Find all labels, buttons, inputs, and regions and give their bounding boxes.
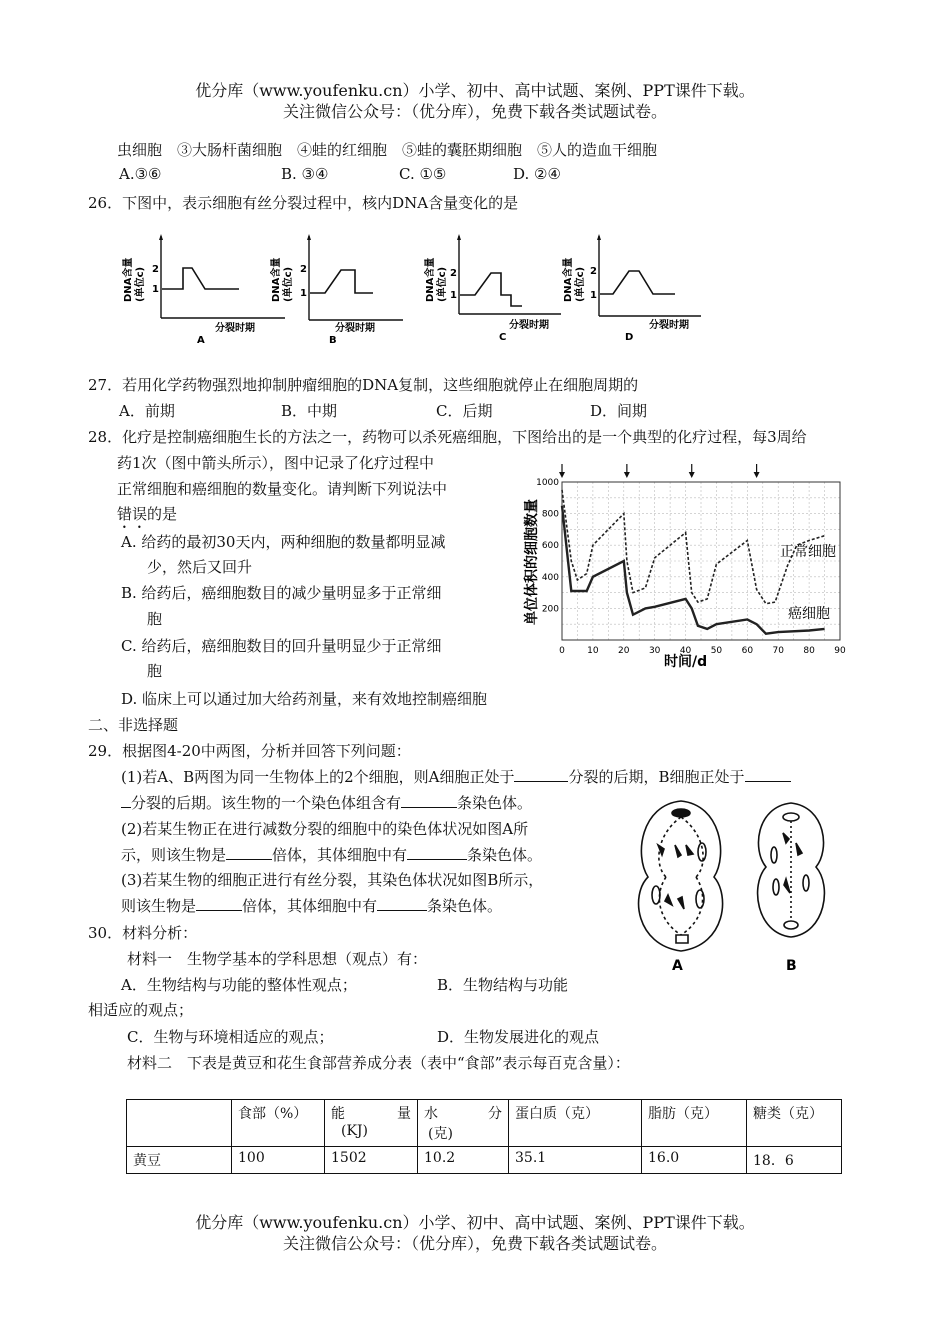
y-tick-label: 1000 bbox=[536, 478, 559, 488]
y-tick-label: 800 bbox=[541, 509, 559, 520]
cell-division-figure bbox=[626, 795, 856, 980]
chart-xlabel: 时间/d bbox=[664, 654, 708, 670]
table-header-energy bbox=[325, 1100, 418, 1147]
water-unit: (克) bbox=[428, 1126, 453, 1142]
q25-option-a: A.③⑥ bbox=[119, 165, 162, 183]
q27-option-d: D．间期 bbox=[590, 402, 648, 420]
q30-stem: 30．材料分析： bbox=[88, 924, 198, 942]
q26-yunit-b: (单位c) bbox=[283, 266, 294, 302]
q26-label-d: D bbox=[625, 332, 634, 343]
q26-tick2-d: 2 bbox=[590, 266, 597, 277]
q28-stem-line3: 正常细胞和癌细胞的数量变化。请判断下列说法中 bbox=[117, 480, 448, 498]
q26-tick1-a: 1 bbox=[152, 284, 159, 295]
q29-blank-6[interactable] bbox=[196, 896, 242, 911]
q26-xlabel-a: 分裂时期 bbox=[215, 323, 255, 334]
x-tick-label: 10 bbox=[587, 646, 599, 656]
energy-unit: (KJ) bbox=[341, 1123, 368, 1139]
table-cell-edible: 100 bbox=[232, 1147, 325, 1174]
table-header-edible: 食部（%） bbox=[232, 1100, 325, 1147]
q26-stem: 26．下图中，表示细胞有丝分裂过程中，核内DNA含量变化的是 bbox=[88, 194, 519, 212]
table-header-row bbox=[127, 1100, 842, 1147]
q26-yunit-a: (单位c) bbox=[135, 266, 146, 302]
q26-panel-c bbox=[423, 234, 561, 343]
table-header-protein: 蛋白质（克） bbox=[509, 1100, 642, 1147]
x-tick-label: 50 bbox=[710, 646, 723, 656]
q25-option-b: B. ③④ bbox=[281, 165, 329, 183]
q30-view-a: A．生物结构与功能的整体性观点； bbox=[121, 976, 357, 994]
q29-blank-7[interactable] bbox=[377, 896, 427, 911]
q29-part2-line1: (2)若某生物正在进行减数分裂的细胞中的染色体状况如图A所 bbox=[121, 820, 529, 838]
q28-stem-line1: 28．化疗是控制癌细胞生长的方法之一，药物可以杀死癌细胞，下图给出的是一个典型的化疗过程，每3周给 bbox=[88, 428, 807, 446]
q25-continuation: 虫细胞 ③大肠杆菌细胞 ④蛙的红细胞 ⑤蛙的囊胚期细胞 ⑤人的造血干细胞 bbox=[117, 141, 658, 159]
q26-tick2-a: 2 bbox=[152, 264, 159, 275]
section-title-nonchoice: 二、非选择题 bbox=[88, 716, 179, 734]
q29-blank-2b[interactable] bbox=[121, 793, 131, 808]
q29-blank-3[interactable] bbox=[401, 793, 457, 808]
table-header-fat: 脂肪（克） bbox=[642, 1100, 747, 1147]
q26-label-c: C bbox=[499, 332, 507, 343]
y-tick-label: 600 bbox=[541, 541, 559, 552]
footer-line-2: 关注微信公众号：（优分库），免费下载各类试题试卷。 bbox=[282, 1234, 667, 1253]
q30-view-c: C．生物与环境相适应的观点； bbox=[127, 1028, 334, 1046]
water-char-1: 水 bbox=[424, 1106, 438, 1122]
table-cell-water: 10.2 bbox=[418, 1147, 509, 1174]
cell-b bbox=[758, 803, 825, 937]
q28-stem-line4-rest: 的是 bbox=[147, 505, 178, 523]
nutrition-table bbox=[126, 1099, 842, 1174]
energy-char-2: 量 bbox=[397, 1106, 411, 1122]
q29-part2-line2 bbox=[121, 844, 542, 865]
energy-char-1: 能 bbox=[331, 1106, 345, 1122]
q26-ylabel-a: DNA含量 bbox=[123, 257, 134, 302]
q27-option-c: C．后期 bbox=[436, 402, 493, 420]
q29-p1d: 条染色体。 bbox=[457, 794, 533, 812]
x-tick-label: 20 bbox=[618, 646, 630, 656]
q28-option-a-line2: 少，然后又回升 bbox=[147, 558, 253, 576]
q29-p2b: 示，则该生物是 bbox=[121, 846, 227, 864]
table-cell-fat: 16.0 bbox=[642, 1147, 747, 1174]
q27-stem: 27．若用化学药物强烈地抑制肿瘤细胞的DNA复制，这些细胞就停止在细胞周期的 bbox=[88, 376, 639, 394]
q29-p2c: 倍体，其体细胞中有 bbox=[272, 846, 408, 864]
q26-panel-b bbox=[269, 234, 403, 346]
q26-tick2-b: 2 bbox=[300, 264, 307, 275]
q28-stem-line4 bbox=[117, 503, 177, 532]
x-tick-label: 30 bbox=[648, 646, 661, 656]
q28-option-a-line1: A. 给药的最初30天内，两种细胞的数量都明显减 bbox=[121, 533, 446, 551]
table-header-sugar: 糖类（克） bbox=[747, 1100, 842, 1147]
table-header-blank bbox=[127, 1100, 232, 1147]
q29-part3-line2 bbox=[121, 895, 502, 916]
table-row bbox=[127, 1147, 842, 1174]
x-tick-label: 40 bbox=[679, 646, 692, 656]
cell-b-label: B bbox=[786, 958, 797, 974]
q26-xlabel-b: 分裂时期 bbox=[335, 323, 375, 334]
q29-part1-line2 bbox=[121, 792, 532, 813]
q26-yunit-d: (单位c) bbox=[575, 266, 586, 302]
q28-option-d: D. 临床上可以通过加大给药剂量，来有效地控制癌细胞 bbox=[121, 690, 488, 708]
q26-ylabel-b: DNA含量 bbox=[271, 257, 282, 302]
x-tick-label: 70 bbox=[772, 646, 784, 656]
x-tick-label: 80 bbox=[803, 646, 815, 656]
q26-tick1-d: 1 bbox=[590, 290, 597, 301]
table-header-water bbox=[418, 1100, 509, 1147]
q28-stem-line2: 药1次（图中箭头所示），图中记录了化疗过程中 bbox=[117, 454, 435, 472]
q29-p3d: 条染色体。 bbox=[427, 897, 503, 915]
chart-legend-normal: 正常细胞 bbox=[780, 544, 836, 560]
q26-tick2-c: 2 bbox=[450, 268, 457, 279]
q29-part3-line1: (3)若某生物的细胞正进行有丝分裂，其染色体状况如图B所示， bbox=[121, 871, 544, 889]
q28-emphasis-word: 错误 bbox=[117, 505, 148, 523]
header-line-1: 优分库（www.youfenku.cn）小学、初中、高中试题、案例、PPT课件下载。 bbox=[195, 81, 755, 100]
q30-material1: 材料一 生物学基本的学科思想（观点）有： bbox=[127, 950, 428, 968]
x-tick-label: 90 bbox=[834, 646, 846, 656]
q30-view-b: B．生物结构与功能 bbox=[437, 976, 569, 994]
q30-material2: 材料二 下表是黄豆和花生食部营养成分表（表中“食部”表示每百克含量）： bbox=[127, 1054, 630, 1072]
q26-label-a: A bbox=[197, 335, 205, 346]
q26-yunit-c: (单位c) bbox=[437, 266, 448, 302]
cell-a bbox=[639, 801, 723, 951]
water-char-2: 分 bbox=[488, 1106, 502, 1122]
q29-blank-5[interactable] bbox=[407, 845, 467, 860]
q26-panel-a bbox=[121, 234, 285, 346]
q26-ylabel-c: DNA含量 bbox=[425, 257, 436, 302]
x-tick-label: 60 bbox=[741, 646, 754, 656]
q26-tick1-b: 1 bbox=[300, 288, 307, 299]
q29-blank-4[interactable] bbox=[226, 845, 272, 860]
table-cell-protein: 35.1 bbox=[509, 1147, 642, 1174]
q28-option-b-line2: 胞 bbox=[147, 610, 163, 628]
q26-panel-d bbox=[561, 234, 701, 343]
q28-option-c-line2: 胞 bbox=[147, 662, 163, 680]
q26-figure bbox=[115, 228, 715, 350]
q29-blank-1[interactable] bbox=[514, 767, 568, 782]
q29-p3b: 则该生物是 bbox=[121, 897, 197, 915]
table-cell-energy: 1502 bbox=[325, 1147, 418, 1174]
table-cell-sugar: 18．6 bbox=[747, 1147, 842, 1174]
q29-p1a: (1)若A、B两图为同一生物体上的2个细胞，则A细胞正处于 bbox=[121, 768, 515, 786]
q27-option-a: A．前期 bbox=[119, 402, 175, 420]
q26-tick1-c: 1 bbox=[450, 290, 457, 301]
chemo-chart bbox=[512, 460, 857, 670]
q25-option-d: D. ②④ bbox=[513, 165, 561, 183]
q29-p3c: 倍体，其体细胞中有 bbox=[242, 897, 378, 915]
q25-option-c: C. ①⑤ bbox=[399, 165, 447, 183]
footer-line-1: 优分库（www.youfenku.cn）小学、初中、高中试题、案例、PPT课件下载。 bbox=[195, 1213, 755, 1232]
q26-label-b: B bbox=[329, 335, 337, 346]
q30-view-b-cont: 相适应的观点； bbox=[88, 1001, 194, 1019]
y-tick-label: 400 bbox=[541, 572, 559, 583]
q29-part1-line1 bbox=[121, 766, 791, 787]
q29-stem: 29．根据图4-20中两图，分析并回答下列问题： bbox=[88, 742, 411, 760]
header-line-2: 关注微信公众号：（优分库），免费下载各类试题试卷。 bbox=[282, 102, 667, 121]
x-tick-label: 0 bbox=[559, 646, 565, 656]
q26-xlabel-d: 分裂时期 bbox=[649, 320, 689, 331]
y-tick-label: 200 bbox=[541, 604, 559, 615]
q26-ylabel-d: DNA含量 bbox=[563, 257, 574, 302]
q29-p2d: 条染色体。 bbox=[467, 846, 543, 864]
q29-p1b: 分裂的后期，B细胞正处于 bbox=[568, 768, 745, 786]
q26-xlabel-c: 分裂时期 bbox=[509, 320, 549, 331]
q28-option-c-line1: C. 给药后，癌细胞数目的回升量明显少于正常细 bbox=[121, 637, 442, 655]
q29-blank-2[interactable] bbox=[745, 767, 791, 782]
q29-p1c: 分裂的后期。该生物的一个染色体组含有 bbox=[131, 794, 402, 812]
q30-view-d: D．生物发展进化的观点 bbox=[437, 1028, 600, 1046]
chart-ylabel: 单位体积的细胞数量 bbox=[524, 499, 540, 625]
chart-legend-cancer: 癌细胞 bbox=[788, 606, 830, 622]
q28-option-b-line1: B. 给药后，癌细胞数目的减少量明显多于正常细 bbox=[121, 584, 442, 602]
cell-a-label: A bbox=[672, 958, 683, 974]
table-cell-food: 黄豆 bbox=[127, 1147, 232, 1174]
q27-option-b: B．中期 bbox=[281, 402, 338, 420]
